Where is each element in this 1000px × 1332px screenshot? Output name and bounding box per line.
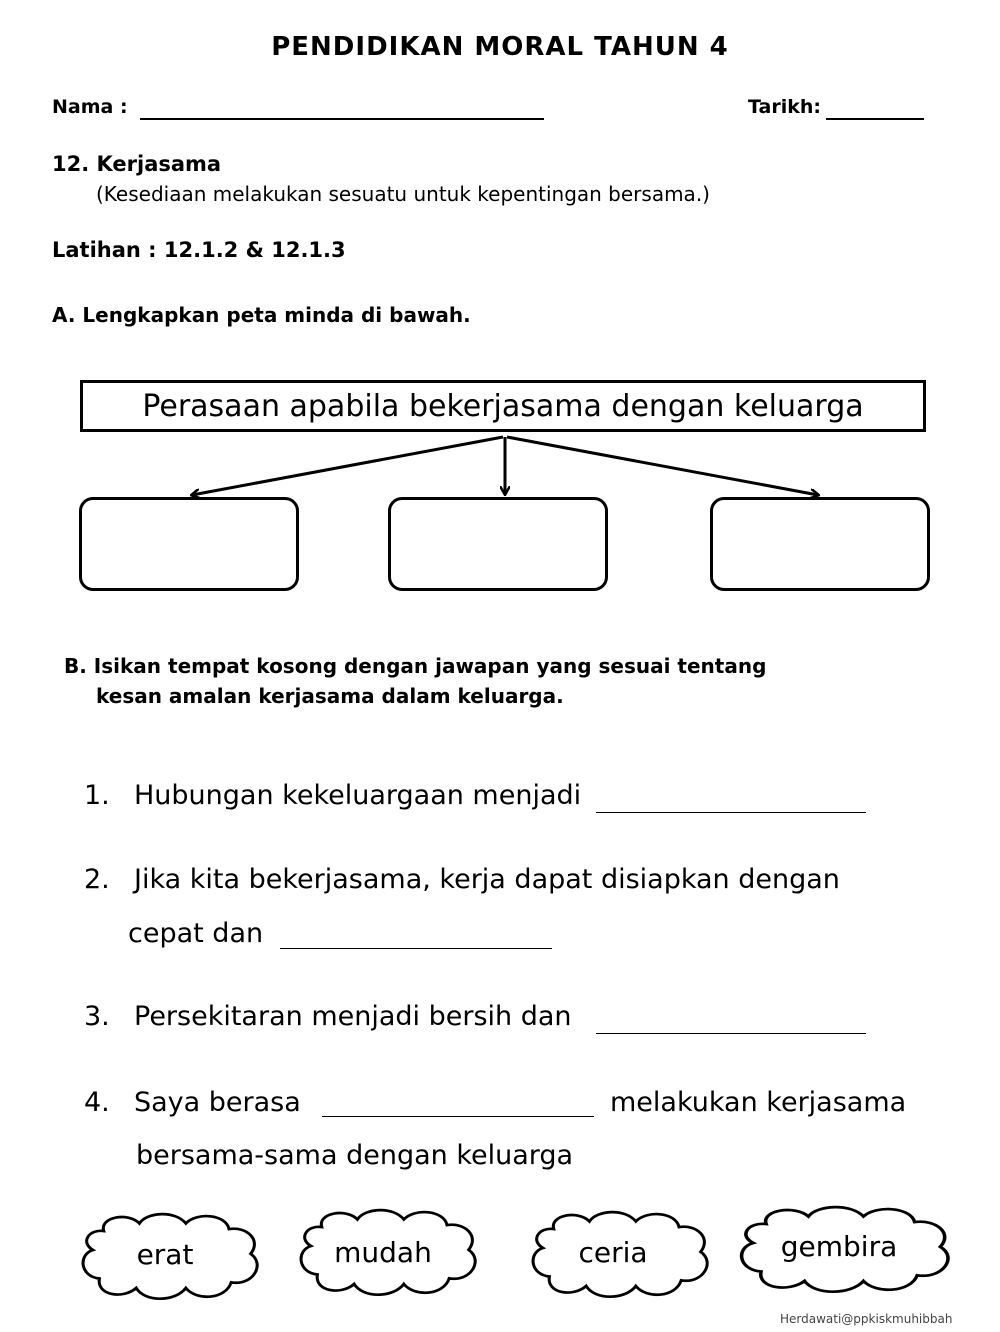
mind-map-title: Perasaan apabila bekerjasama dengan keluarga: [80, 380, 926, 432]
author-credit: Herdawati@ppkiskmuhibbah: [780, 1312, 953, 1326]
question-2-text: Jika kita bekerjasama, kerja dapat disiapkan dengan: [134, 864, 840, 895]
page-title: PENDIDIKAN MORAL TAHUN 4: [271, 32, 729, 62]
question-1-text: Hubungan kekeluargaan menjadi: [134, 780, 582, 811]
section-a-instruction: A. Lengkapkan peta minda di bawah.: [52, 303, 471, 327]
word-ceria[interactable]: ceria: [578, 1236, 648, 1269]
name-label: Nama :: [52, 96, 128, 118]
question-4-text: Saya berasa: [134, 1087, 301, 1118]
word-gembira[interactable]: gembira: [780, 1230, 898, 1263]
date-label: Tarikh:: [748, 96, 821, 118]
question-2-number: 2.: [84, 864, 110, 895]
section-b-instruction-line1: B. Isikan tempat kosong dengan jawapan yang sesuai tentang: [64, 654, 767, 678]
exercise-label: Latihan : 12.1.2 & 12.1.3: [52, 238, 346, 262]
topic-title: 12. Kerjasama: [52, 152, 222, 176]
word-mudah[interactable]: mudah: [334, 1236, 432, 1269]
question-1-number: 1.: [84, 780, 110, 811]
question-3-text: Persekitaran menjadi bersih dan: [134, 1001, 572, 1032]
section-b-instruction-line2: kesan amalan kerjasama dalam keluarga.: [96, 684, 564, 708]
question-4-text-after: melakukan kerjasama: [610, 1087, 907, 1118]
question-4-number: 4.: [84, 1087, 110, 1118]
question-2-text-line2: cepat dan: [128, 918, 264, 949]
question-3-number: 3.: [84, 1001, 110, 1032]
question-4-text-line2: bersama-sama dengan keluarga: [136, 1140, 574, 1171]
word-erat[interactable]: erat: [136, 1238, 194, 1271]
topic-description: (Kesediaan melakukan sesuatu untuk kepentingan bersama.): [96, 182, 710, 206]
